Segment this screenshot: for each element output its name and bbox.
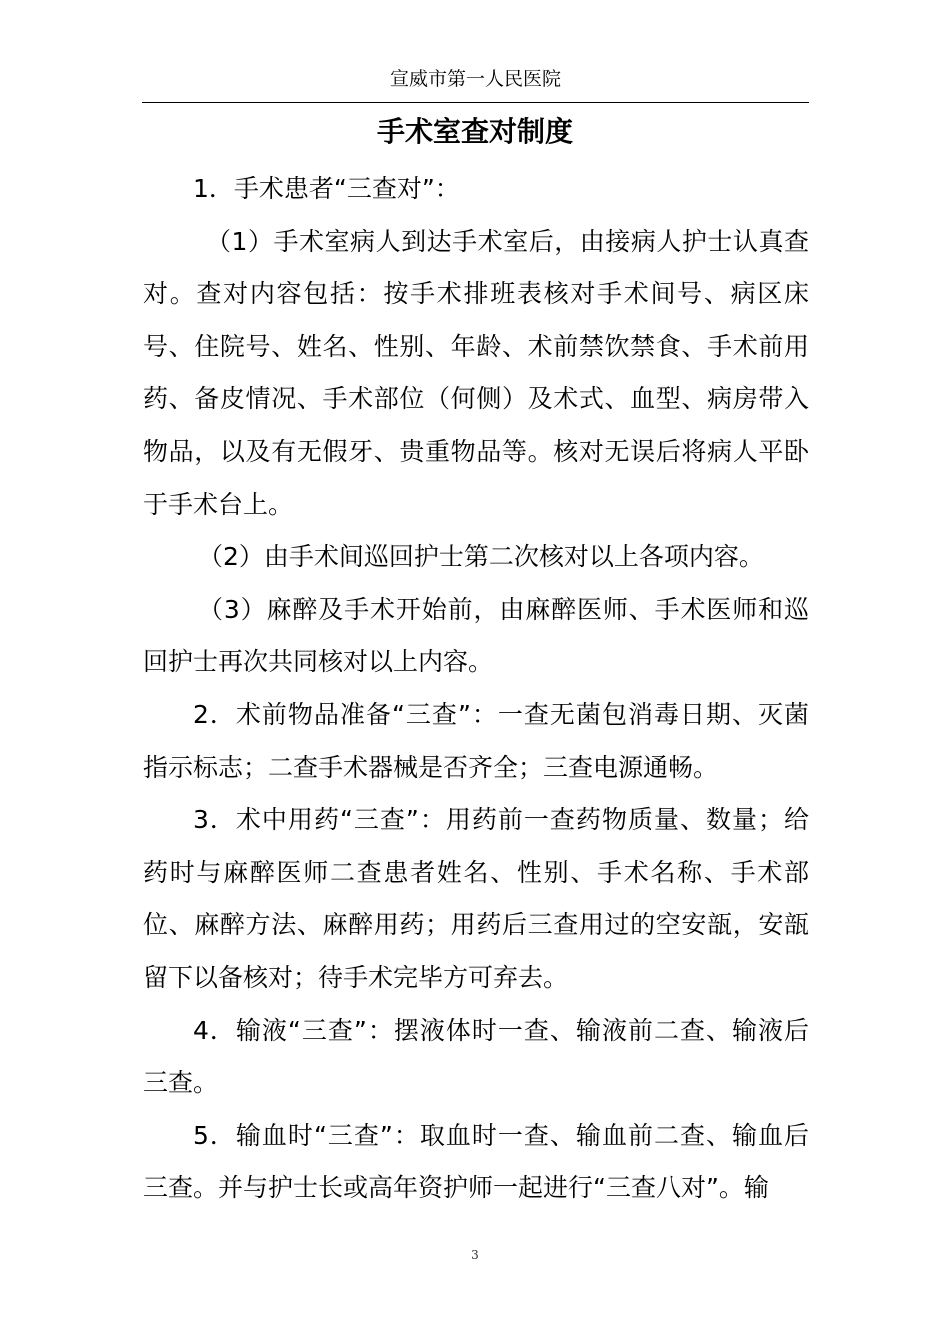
paragraph-4: 4．输液“三查”：摆液体时一查、输液前二查、输液后三查。	[143, 1015, 809, 1098]
paragraph-1-2: （2）由手术间巡回护士第二次核对以上各项内容。	[198, 542, 764, 572]
page-header: 宣威市第一人民医院	[142, 64, 809, 103]
paragraph-1-3: （3）麻醉及手术开始前，由麻醉医师、手术医师和巡回护士再次共同核对以上内容。	[143, 594, 809, 677]
paragraph-5: 5．输血时“三查”：取血时一查、输血前二查、输血后三查。并与护士长或高年资护师一起进行“三查八对”。输	[143, 1120, 809, 1203]
paragraph-1: 1．手术患者“三查对”：	[193, 174, 460, 203]
paragraph-3: 3．术中用药“三查”：用药前一查药物质量、数量；给药时与麻醉医师二查患者姓名、性别、手术名称、手术部位、麻醉方法、麻醉用药；用药后三查用过的空安瓿，安瓿留下以备核对；待手术完毕方可弃去。	[143, 805, 809, 992]
page-number: 3	[471, 1248, 479, 1262]
document-title: 手术室查对制度	[376, 115, 573, 148]
document-body	[143, 163, 809, 1215]
paragraph-2: 2．术前物品准备“三查”：一查无菌包消毒日期、灭菌指示标志；二查手术器械是否齐全；三查电源通畅。	[143, 699, 809, 782]
paragraph-1-1: （1）手术室病人到达手术室后，由接病人护士认真查对。查对内容包括：按手术排班表核对手术间号、病区床号、住院号、姓名、性别、年龄、术前禁饮禁食、手术前用药、备皮情况、手术部位（何侧）及术式、血型、病房带入物品，以及有无假牙、贵重物品等。核对无误后将病人平卧于手术台上。	[143, 226, 809, 519]
